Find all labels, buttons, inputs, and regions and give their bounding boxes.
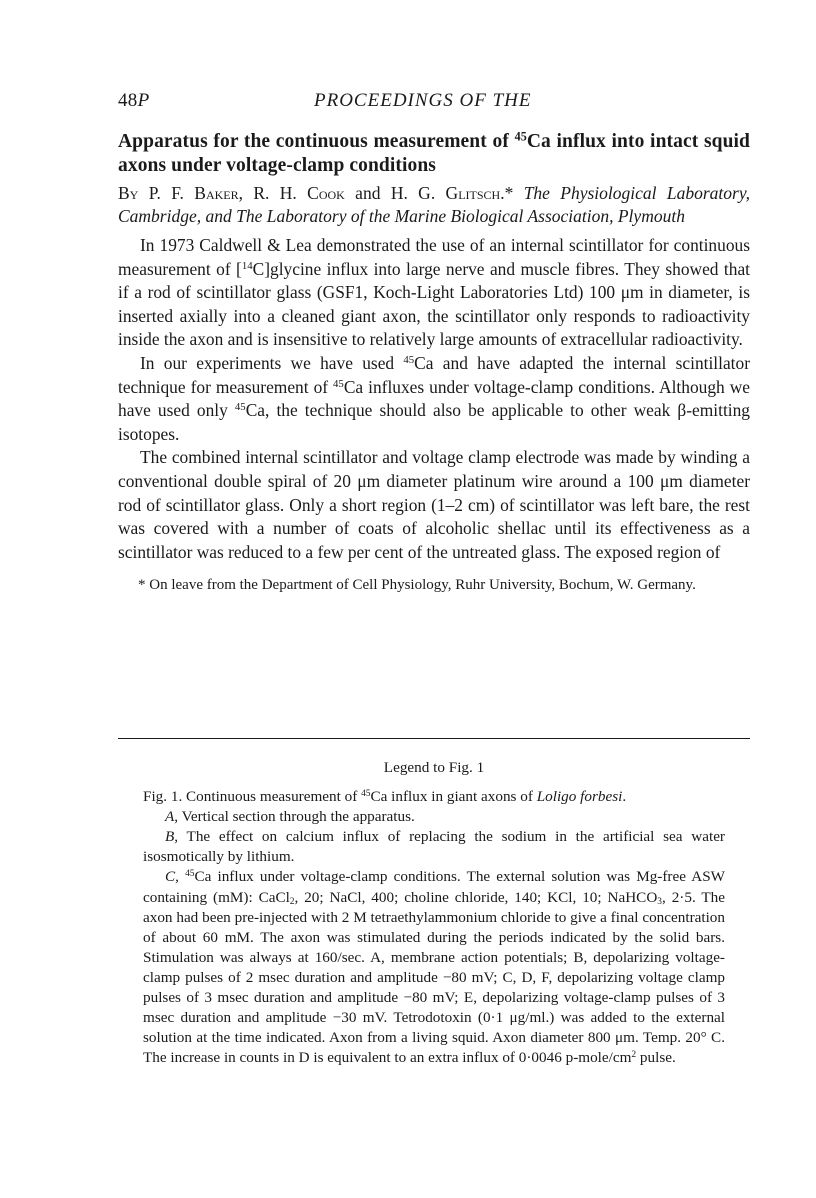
author: P. F. Baker	[148, 183, 239, 203]
footnote: * On leave from the Department of Cell Physiology, Ruhr University, Bochum, W. Germany.	[138, 577, 696, 594]
article-title: Apparatus for the continuous measurement of $^{45}$Ca influx into intact squid axons under voltage-clamp conditions	[118, 129, 750, 176]
paragraph: The combined internal scintillator and voltage clamp electrode was made by winding a conventional double spiral of 20 μm diameter platinum wire around a 100 μm diameter rod of scintillator glass. Only a short region (1–2 cm) of scintillator was left bare, the rest was covered with a number of coats of alcoholic shellac until its effectiveness as a scintillator was reduced to a few per cent of the untreated glass. The exposed region of	[118, 447, 750, 562]
journal-title: PROCEEDINGS OF THE	[314, 90, 532, 111]
byline: By P. F. Baker, R. H. Cook and H. G. Glitsch.* The Physiological Laboratory, Cambridge, and The Laboratory of the Marine Biological Association, Plymouth	[118, 183, 751, 226]
author: H. G. Glitsch.	[390, 183, 505, 203]
paragraph: In 1973 Caldwell & Lea demonstrated the use of an internal scintillator for continuous measurement of [$^{14}$C]glycine influx into large nerve and muscle fibres. They showed that if a rod of scintillator glass (GSF1, Koch-Light Laboratories Ltd) 100 μm in diameter, is inserted axially into a cleaned giant axon, the scintillator only responds to radioactivity inside the axon and is insensitive to relatively large amounts of extracellular radioactivity.	[118, 235, 751, 350]
legend-item-c: C, $^{45}$Ca influx under voltage-clamp conditions. The external solution was Mg-free ASW containing (mM): CaCl$_2$, 20; NaCl, 400; choline chloride, 140; KCl, 10; NaHCO$_3$, 2·5. The axon had been pre-injected with 2 M tetraethylammonium chloride to give a final concentration of about 60 mM. The axon was stimulated during the periods indicated by the solid bars. Stimulation was always at 160/sec. A, membrane action potentials; B, depolarizing voltage-clamp pulses of 2 msec duration and amplitude −80 mV; C, D, F, depolarizing voltage clamp pulses of 3 msec duration and amplitude −80 mV; E, depolarizing voltage-clamp pulses of 3 msec duration and amplitude −30 mV. Tetrodotoxin (0·1 μg/ml.) was added to the external solution at the time indicated. Axon from a living squid. Axon diameter 800 μm. Temp. 20° C. The increase in counts in D is equivalent to an extra influx of 0·0046 $p-mole/cm^2$ pulse.	[143, 868, 725, 1067]
body-text	[118, 234, 750, 564]
legend-title: Legend to Fig. 1	[383, 759, 485, 776]
affiliation: The Physiological Laboratory, Cambridge, and The Laboratory of the Marine Biological Association, Plymouth	[118, 183, 751, 226]
figure-caption: Fig. 1. Continuous measurement of $^{45}$Ca influx in giant axons of Loligo forbesi.	[143, 788, 627, 806]
running-head	[118, 86, 750, 120]
page	[118, 86, 750, 595]
page-number: 48P	[118, 90, 150, 111]
paragraph: In our experiments we have used $^{45}$Ca and have adapted the internal scintillator technique for measurement of $^{45}$Ca influxes under voltage-clamp conditions. Although we have used only $^{45}$Ca, the technique should also be applicable to other weak β-emitting isotopes.	[118, 352, 750, 444]
legend-item-a: A, Vertical section through the apparatus.	[165, 808, 415, 826]
separator-rule	[118, 738, 750, 739]
figure-legend	[143, 758, 725, 1068]
legend-item-b: B, The effect on calcium influx of replacing the sodium in the artificial sea water isosmotically by lithium.	[143, 828, 725, 866]
author: R. H. Cook	[253, 183, 345, 203]
